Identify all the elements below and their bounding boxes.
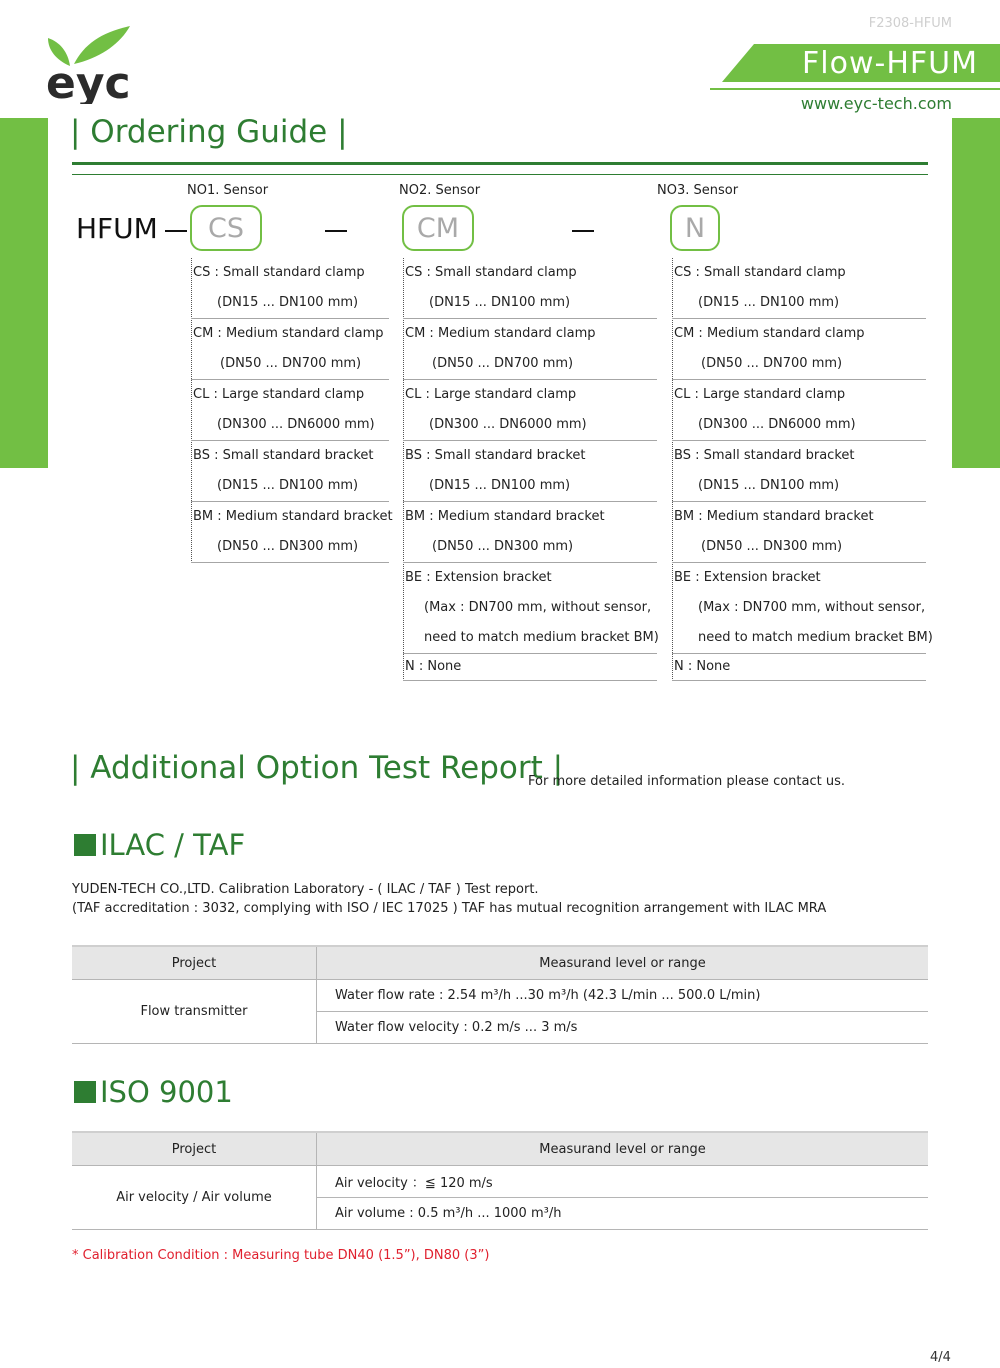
dash-separator xyxy=(325,230,347,232)
option-item: CS : Small standard clamp (DN15 ... DN100 mm) xyxy=(191,258,389,319)
document-code: F2308-HFUM xyxy=(868,16,952,31)
option-item: CL : Large standard clamp (DN300 ... DN6000 mm) xyxy=(403,380,657,441)
option-item: BM : Medium standard bracket (DN50 ... DN300 mm) xyxy=(672,502,926,563)
column-header-project: Project xyxy=(72,946,317,980)
sensor-label-3: NO3. Sensor xyxy=(657,183,739,198)
sensor-code-box-1: CS xyxy=(190,205,262,251)
project-cell: Air velocity / Air volume xyxy=(72,1166,317,1230)
title-rule xyxy=(72,162,928,165)
iso-9001-heading: ISO 9001 xyxy=(74,1075,233,1109)
option-item: CL : Large standard clamp (DN300 ... DN6000 mm) xyxy=(191,380,389,441)
project-cell: Flow transmitter xyxy=(72,980,317,1044)
calibration-note: * Calibration Condition : Measuring tube DN40 (1.5”), DN80 (3”) xyxy=(72,1248,490,1263)
option-item: CL : Large standard clamp (DN300 ... DN6000 mm) xyxy=(672,380,926,441)
option-item: CS : Small standard clamp (DN15 ... DN100 mm) xyxy=(672,258,926,319)
banner-underline xyxy=(710,88,1000,90)
sensor-label-2: NO2. Sensor xyxy=(399,183,481,198)
sensor-code-box-3: N xyxy=(670,205,720,251)
ilac-description: YUDEN-TECH CO.,LTD. Calibration Laboratory - ( ILAC / TAF ) Test report. (TAF accreditation : 3032, complying with ISO / IEC 17025 ) TAF has mutual recognition arrangement with ILAC MRA xyxy=(72,882,827,916)
iso-results-table xyxy=(72,1131,928,1230)
sensor-options-2 xyxy=(403,258,657,681)
eyc-logo xyxy=(44,24,134,104)
option-item: CM : Medium standard clamp (DN50 ... DN700 mm) xyxy=(672,319,926,380)
option-item: BE : Extension bracket (Max : DN700 mm, without sensor, need to match medium bracket BM) xyxy=(672,563,926,654)
range-cell: Water flow rate : 2.54 m³/h ...30 m³/h (42.3 L/min ... 500.0 L/min) xyxy=(317,980,929,1012)
table-header-row xyxy=(72,1132,928,1166)
table-row xyxy=(72,1166,928,1198)
table-header-row xyxy=(72,946,928,980)
logo-wordmark: eyc xyxy=(46,58,131,104)
model-code: HFUM xyxy=(76,212,158,245)
product-name: Flow-HFUM xyxy=(802,46,978,81)
page-number: 4/4 xyxy=(930,1350,951,1365)
title-rule-thin xyxy=(72,174,928,175)
option-item: CS : Small standard clamp (DN15 ... DN100 mm) xyxy=(403,258,657,319)
column-header-project: Project xyxy=(72,1132,317,1166)
column-header-range: Measurand level or range xyxy=(317,946,929,980)
option-item: CM : Medium standard clamp (DN50 ... DN700 mm) xyxy=(191,319,389,380)
sensor-code-box-2: CM xyxy=(402,205,474,251)
range-cell: Water flow velocity : 0.2 m/s ... 3 m/s xyxy=(317,1012,929,1044)
option-item: N : None xyxy=(672,654,926,681)
contact-note: For more detailed information please contact us. xyxy=(528,774,845,789)
website-link[interactable]: www.eyc-tech.com xyxy=(800,94,952,113)
sensor-label-1: NO1. Sensor xyxy=(187,183,269,198)
square-bullet-icon xyxy=(74,834,96,856)
option-item: BS : Small standard bracket (DN15 ... DN100 mm) xyxy=(672,441,926,502)
column-header-range: Measurand level or range xyxy=(317,1132,929,1166)
option-item: BS : Small standard bracket (DN15 ... DN100 mm) xyxy=(403,441,657,502)
range-cell: Air velocity ：≦ 120 m/s xyxy=(317,1166,929,1198)
sensor-options-1 xyxy=(191,258,393,563)
ilac-taf-heading: ILAC / TAF xyxy=(74,828,245,862)
right-accent-bar xyxy=(952,118,1000,468)
sensor-options-3 xyxy=(672,258,933,681)
test-report-title: | Additional Option Test Report | xyxy=(70,750,564,786)
option-item: BE : Extension bracket (Max : DN700 mm, without sensor, need to match medium bracket BM) xyxy=(403,563,657,654)
dash-separator xyxy=(165,230,187,232)
range-cell: Air volume : 0.5 m³/h ... 1000 m³/h xyxy=(317,1198,929,1230)
option-item: CM : Medium standard clamp (DN50 ... DN700 mm) xyxy=(403,319,657,380)
dash-separator xyxy=(572,230,594,232)
table-row xyxy=(72,980,928,1012)
option-item: BS : Small standard bracket (DN15 ... DN100 mm) xyxy=(191,441,389,502)
ordering-guide-title: | Ordering Guide | xyxy=(70,114,348,150)
square-bullet-icon xyxy=(74,1081,96,1103)
left-accent-bar xyxy=(0,118,48,468)
option-item: N : None xyxy=(403,654,657,681)
option-item: BM : Medium standard bracket (DN50 ... DN300 mm) xyxy=(191,502,389,563)
ilac-results-table xyxy=(72,945,928,1044)
option-item: BM : Medium standard bracket (DN50 ... DN300 mm) xyxy=(403,502,657,563)
